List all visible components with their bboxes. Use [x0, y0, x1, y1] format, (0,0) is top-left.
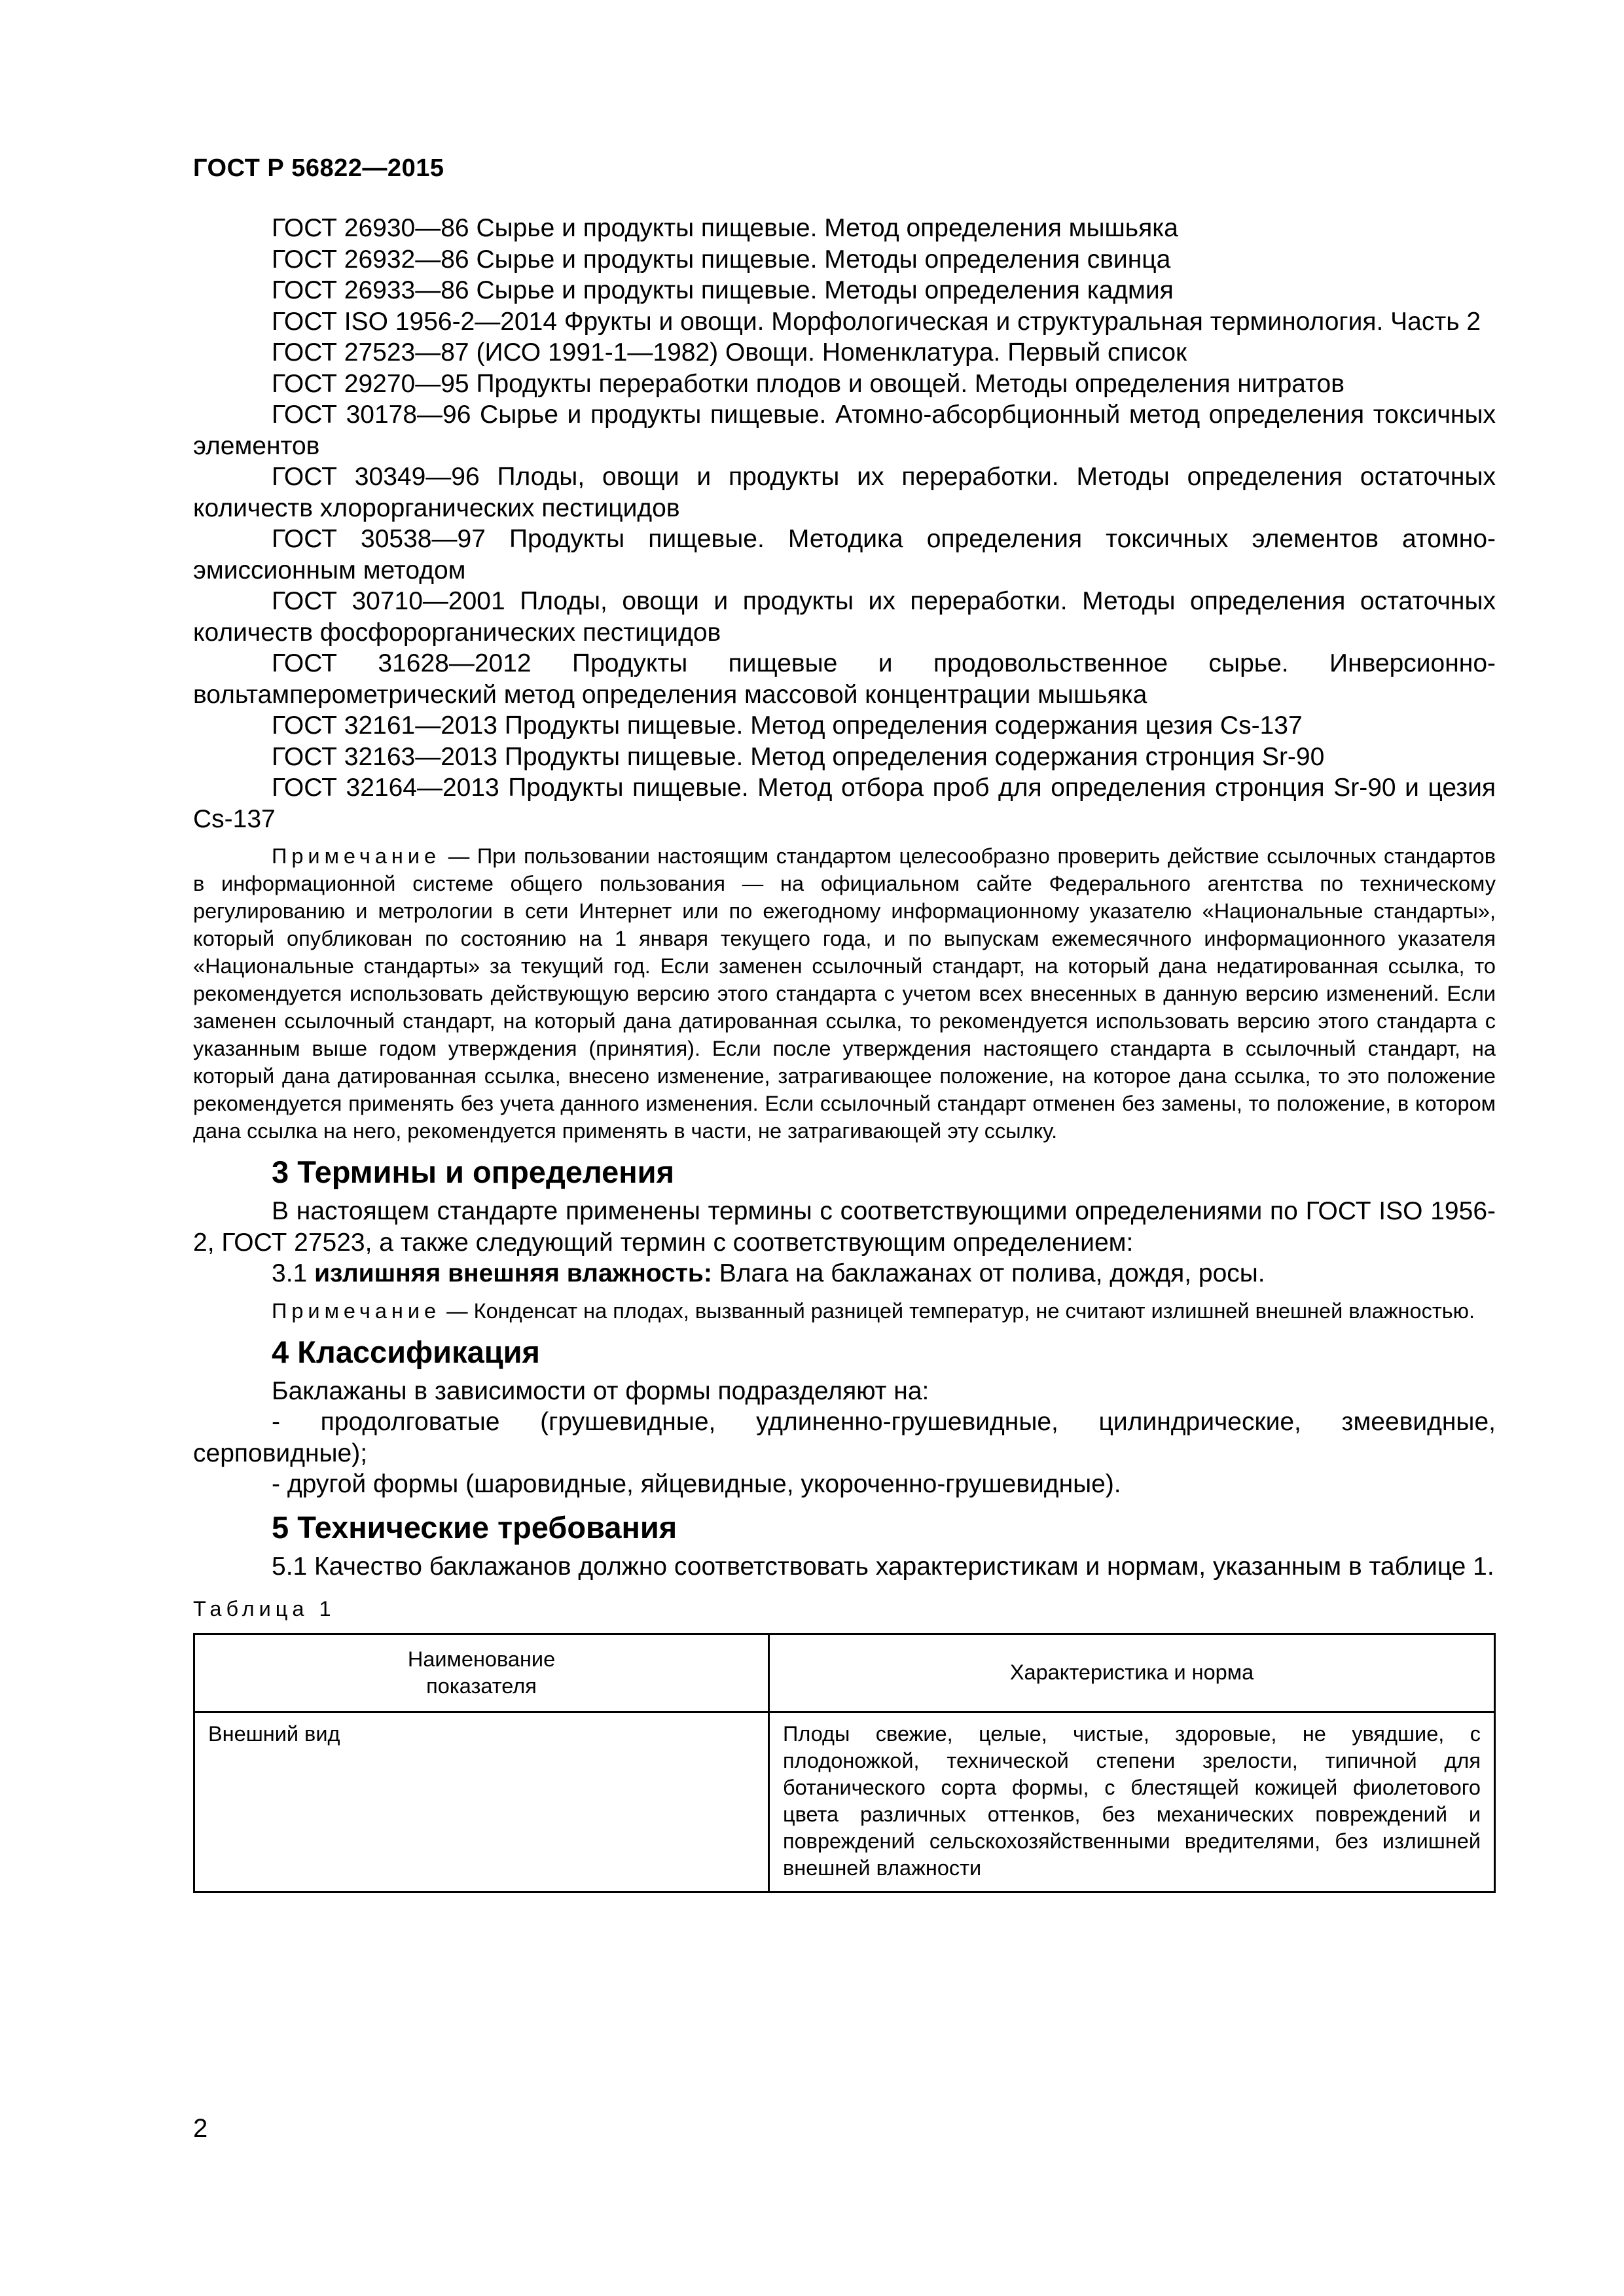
- reference-item: ГОСТ 31628—2012 Продукты пищевые и продовольственное сырье. Инверсионно-вольтамперометрический метод определения массовой концентрации мышьяка: [193, 649, 1496, 709]
- document-id-header: ГОСТ Р 56822—2015: [193, 154, 444, 182]
- note-text: — При пользовании настоящим стандартом целесообразно проверить действие ссылочных стандартов в информационной системе общего пользования — на официальном сайте Федерального агентства по техническому регулированию и метрологии в сети Интернет или по ежегодному информационному указателю «Национальные стандарты», который опубликован по состоянию на 1 января текущего года, и по выпускам ежемесячного информационного указателя «Национальные стандарты» за текущий год. Если заменен ссылочный стандарт, на который дана недатированная ссылка, то рекомендуется использовать действующую версию этого стандарта с учетом всех внесенных в данную версию изменений. Если заменен ссылочный стандарт, на который дана датированная ссылка, то рекомендуется использовать версию этого стандарта с указанным выше годом утверждения (принятия). Если после утверждения настоящего стандарта в ссылочный стандарт, на который дана датированная ссылка, внесено изменение, затрагивающее положение, на которое дана ссылка, то это положение рекомендуется применять без учета данного изменения. Если ссылочный стандарт отменен без замены, то положение, в котором дана ссылка на него, рекомендуется применять в части, не затрагивающей эту ссылку.: [193, 844, 1496, 1143]
- note-label: Примечание: [272, 844, 441, 868]
- reference-item: ГОСТ 29270—95 Продукты переработки плодов и овощей. Методы определения нитратов: [272, 369, 1344, 398]
- column-header-text: Наименование показателя: [407, 1647, 556, 1698]
- reference-item: ГОСТ 26933—86 Сырье и продукты пищевые. Методы определения кадмия: [272, 276, 1174, 304]
- term-definition: [193, 1258, 1496, 1289]
- reference-item: ГОСТ 26930—86 Сырье и продукты пищевые. Метод определения мышьяка: [272, 214, 1178, 242]
- reference-item: ГОСТ 32164—2013 Продукты пищевые. Метод отбора проб для определения стронция Sr-90 и цезия Cs-137: [193, 774, 1496, 833]
- classification-item: - продолговатые (грушевидные, удлиненно-грушевидные, цилиндрические, змеевидные, серповидные);: [193, 1408, 1496, 1467]
- classification-item: - другой формы (шаровидные, яйцевидные, укороченно-грушевидные).: [272, 1470, 1121, 1498]
- indicator-value-cell: Плоды свежие, целые, чистые, здоровые, не увядшие, с плодоножкой, технической степени зрелости, типичной для ботанического сорта формы, с блестящей кожицей фиолетового цвета различных оттенков, без механических повреждений и повреждений сельскохозяйственными вредителями, без излишней внешней влажности: [769, 1712, 1495, 1892]
- indicator-name-cell: Внешний вид: [194, 1712, 769, 1892]
- note-text: — Конденсат на плодах, вызванный разницей температур, не считают излишней внешней влажностью.: [446, 1299, 1475, 1323]
- section-5-heading: 5 Технические требования: [272, 1509, 677, 1545]
- table-caption-text: Таблица 1: [193, 1597, 336, 1621]
- section-4-heading: 4 Классификация: [272, 1334, 540, 1369]
- section-3-heading: 3 Термины и определения: [272, 1155, 674, 1189]
- table-header-row: [194, 1634, 1495, 1712]
- reference-item: ГОСТ 27523—87 (ИСО 1991-1—1982) Овощи. Номенклатура. Первый список: [272, 338, 1187, 367]
- quality-table: [193, 1633, 1496, 1893]
- section-3-intro: В настоящем стандарте применены термины с соответствующими определениями по ГОСТ ISO 1956-2, ГОСТ 27523, а также следующий термин с соответствующим определением:: [193, 1197, 1496, 1257]
- term-note: [193, 1297, 1496, 1325]
- page-content: [193, 213, 1496, 1893]
- section-4-intro: Баклажаны в зависимости от формы подразделяют на:: [272, 1376, 929, 1405]
- table-caption: [193, 1594, 1496, 1625]
- column-header-indicator: [194, 1634, 769, 1712]
- reference-item: ГОСТ 32161—2013 Продукты пищевые. Метод определения содержания цезия Cs-137: [272, 711, 1303, 740]
- reference-item: ГОСТ ISO 1956-2—2014 Фрукты и овощи. Морфологическая и структуральная терминология. Часть 2: [272, 307, 1481, 336]
- page-number: 2: [193, 2114, 208, 2143]
- reference-item: ГОСТ 30178—96 Сырье и продукты пищевые. Атомно-абсорбционный метод определения токсичных элементов: [193, 401, 1496, 460]
- normative-references-list: [193, 213, 1496, 834]
- reference-item: ГОСТ 30349—96 Плоды, овощи и продукты их переработки. Методы определения остаточных количеств хлорорганических пестицидов: [193, 463, 1496, 522]
- section-5-paragraph: 5.1 Качество баклажанов должно соответствовать характеристикам и нормам, указанным в таблице 1.: [272, 1552, 1494, 1581]
- term-number: 3.1: [272, 1259, 308, 1287]
- term-name: излишняя внешняя влажность:: [314, 1259, 712, 1287]
- table-row: [194, 1712, 1495, 1892]
- reference-item: ГОСТ 32163—2013 Продукты пищевые. Метод определения содержания стронция Sr-90: [272, 742, 1325, 771]
- term-text: Влага на баклажанах от полива, дождя, росы.: [719, 1259, 1265, 1287]
- references-note: [193, 842, 1496, 1145]
- reference-item: ГОСТ 30538—97 Продукты пищевые. Методика определения токсичных элементов атомно-эмиссионным методом: [193, 525, 1496, 584]
- note-label: Примечание: [272, 1299, 441, 1323]
- reference-item: ГОСТ 30710—2001 Плоды, овощи и продукты их переработки. Методы определения остаточных количеств фосфорорганических пестицидов: [193, 587, 1496, 647]
- column-header-value: Характеристика и норма: [769, 1634, 1495, 1712]
- reference-item: ГОСТ 26932—86 Сырье и продукты пищевые. Методы определения свинца: [272, 245, 1171, 274]
